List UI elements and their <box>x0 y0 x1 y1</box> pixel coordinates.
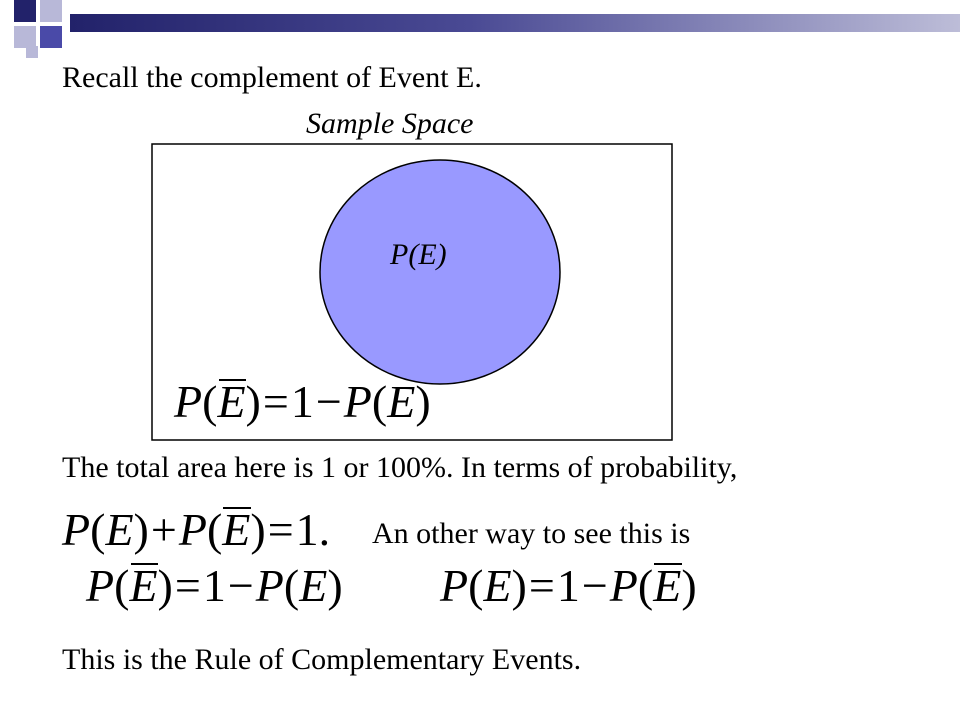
intro-text: Recall the complement of Event E. <box>62 61 482 94</box>
event-e-circle <box>320 160 560 384</box>
event-e-label: P(E) <box>390 238 447 271</box>
total-area-text: The total area here is 1 or 100%. In terms of probability, <box>62 451 738 484</box>
sample-space-label: Sample Space <box>306 107 474 140</box>
other-way-text: An other way to see this is <box>372 517 691 550</box>
sum-formula: P ( E ) + P ( E ) = 1. <box>62 504 331 555</box>
rule-text: This is the Rule of Complementary Events. <box>62 643 582 676</box>
complement-formula-left: P ( E ) = 1 − P ( E ) <box>86 560 343 611</box>
complement-formula-right: P ( E ) = 1 − P ( E ) <box>440 560 697 611</box>
complement-formula-box: P ( E ) = 1 − P ( E ) <box>174 376 431 427</box>
